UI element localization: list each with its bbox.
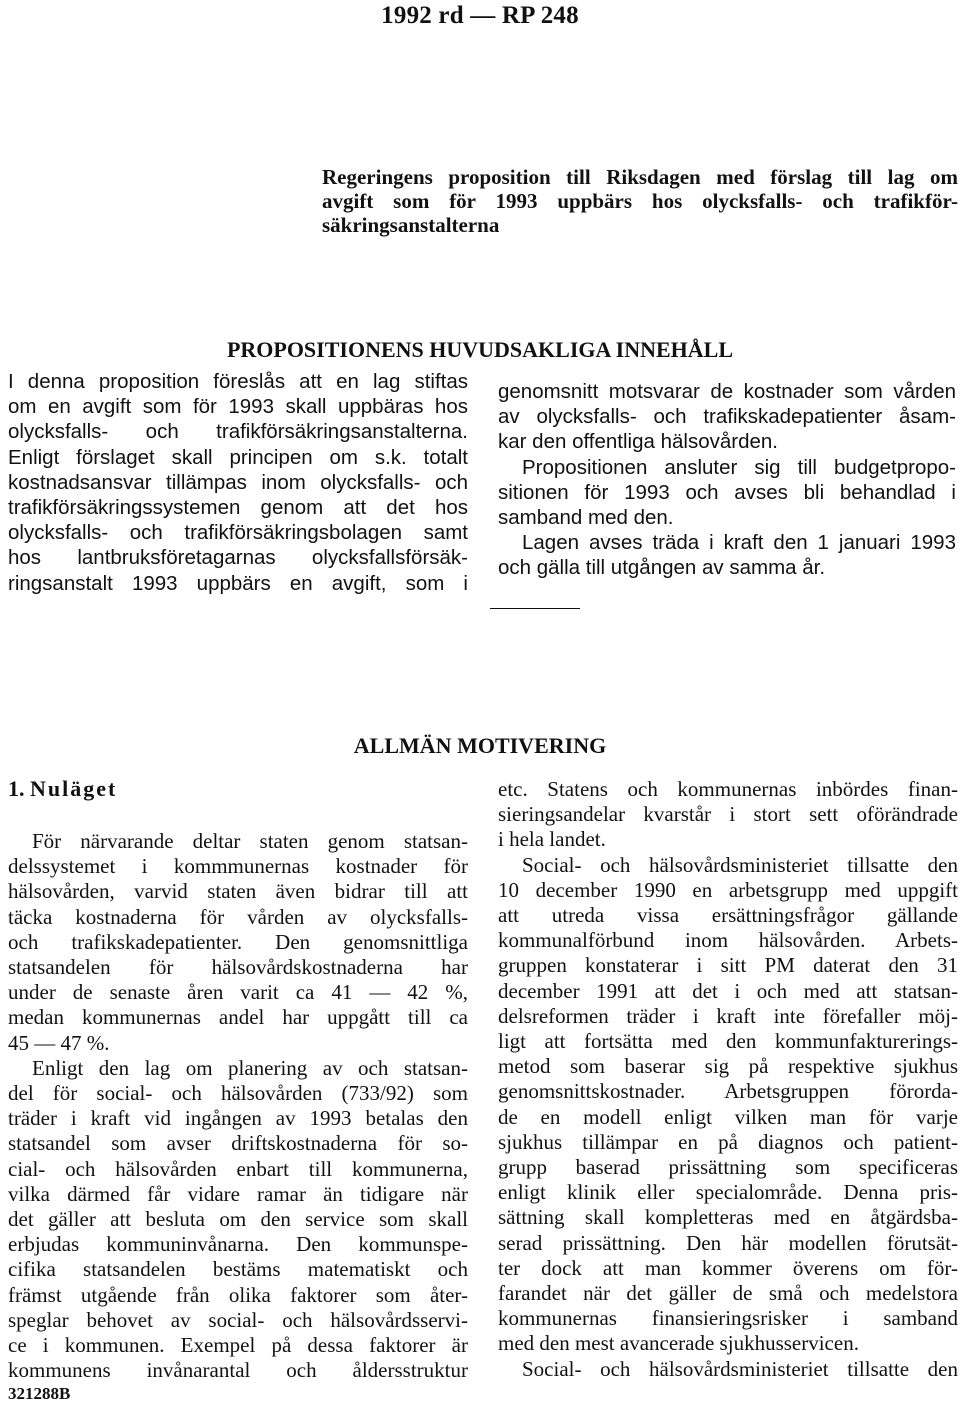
text-line: erbjudas kommuninvånarna. Den kommunspe- — [8, 1232, 468, 1257]
text-line: sieringsandelar kvarstår i stort sett oförändrade — [498, 802, 958, 827]
text-line: Enligt förslaget skall principen om s.k. totalt — [8, 445, 468, 469]
text-line: statsandelen för hälsovårdskostnaderna har — [8, 955, 468, 980]
text-line: grupp baserad prissättning som specificeras — [498, 1155, 958, 1180]
document-code: 321288B — [8, 1384, 71, 1403]
summary-right-column — [498, 379, 956, 581]
text-line: statsandel som avser driftskostnaderna för so- — [8, 1131, 468, 1156]
text-line: enligt klinik eller specialområde. Denna pris- — [498, 1180, 958, 1205]
text-line: ligt att fortsätta med den kommunfakturerings- — [498, 1029, 958, 1054]
text-line: sitionen för 1993 och avses bli behandlad i — [498, 480, 956, 504]
text-line: kommunernas finansieringsrisker i samband — [498, 1306, 958, 1331]
motivering-heading: ALLMÄN MOTIVERING — [353, 733, 607, 758]
text-line: genomsnittskostnader. Arbetsgruppen förorda- — [498, 1079, 958, 1104]
summary-left-column — [8, 369, 468, 596]
text-line: ce i kommunen. Exempel på dessa faktorer är — [8, 1333, 468, 1358]
document-title — [322, 165, 958, 237]
section-subheading — [8, 776, 117, 802]
text-line: cifika statsandelen bestäms matematiskt och — [8, 1257, 468, 1282]
text-line: hos lantbruksföretagarnas olycksfallsförsäk- — [8, 546, 468, 570]
text-line: cial- och hälsovården enbart till kommunerna, — [8, 1156, 468, 1181]
text-line: täcka kostnaderna för vården av olycksfalls- — [8, 904, 468, 929]
section-divider — [490, 608, 580, 609]
text-line: hälsovården, varvid staten även bidrar till att — [8, 879, 468, 904]
text-line: samband med den. — [498, 506, 674, 530]
text-line: delsreformen träder i kraft inte förefaller möj- — [498, 1003, 958, 1028]
text-line: av olycksfalls- och trafikskadepatienter åsam- — [498, 405, 956, 429]
text-line: del för social- och hälsovården (733/92) som — [8, 1081, 468, 1106]
section-title: Nuläget — [30, 776, 118, 801]
text-line: Propositionen ansluter sig till budgetpropo- — [522, 455, 956, 479]
page-header: 1992 rd — RP 248 — [381, 2, 579, 29]
text-line: farandet när det gäller de små och medelstora — [498, 1281, 958, 1306]
text-line: med den mest avancerade sjukhusservicen. — [498, 1331, 859, 1356]
text-line: medan kommunernas andel har uppgått till ca — [8, 1005, 468, 1030]
text-line: de en modell enligt vilken man för varje — [498, 1104, 958, 1129]
title-line: avgift som för 1993 uppbärs hos olycksfalls- och trafikför- — [322, 189, 958, 213]
text-line: kostnadsansvar tillämpas inom olycksfalls- och — [8, 470, 468, 494]
text-line: 45 — 47 %. — [8, 1030, 110, 1055]
text-line: vilka därmed får vidare ramar än tidigare när — [8, 1181, 468, 1206]
text-line: under de senaste åren varit ca 41 — 42 %, — [8, 980, 468, 1005]
text-line: sättning skall kompletteras med en åtgärdsba- — [498, 1205, 958, 1230]
text-line: december 1991 att det i och med att statsan- — [498, 978, 958, 1003]
text-line: Social- och hälsovårdsministeriet tillsatte den — [522, 1356, 958, 1381]
text-line: att utreda vissa ersättningsfrågor gällande — [498, 903, 958, 928]
body-right-column — [498, 777, 958, 1382]
text-line: kar den offentliga hälsovården. — [498, 430, 778, 454]
summary-heading: PROPOSITIONENS HUVUDSAKLIGA INNEHÅLL — [226, 337, 734, 362]
text-line: träder i kraft vid ingången av 1993 betalas den — [8, 1106, 468, 1131]
title-line: säkringsanstalterna — [322, 213, 500, 237]
text-line: kommunalförbund inom hälsovården. Arbets- — [498, 928, 958, 953]
body-left-column — [8, 829, 468, 1383]
text-line: sjukhus tillämpar en på diagnos och patient- — [498, 1129, 958, 1154]
text-line: främst utgående från olika faktorer som åter- — [8, 1282, 468, 1307]
text-line: och trafikskadepatienter. Den genomsnittliga — [8, 929, 468, 954]
text-line: etc. Statens och kommunernas inbördes finan- — [498, 777, 958, 801]
text-line: genomsnitt motsvarar de kostnader som vården — [498, 380, 956, 403]
text-line: delssystemet i kommmunernas kostnader för — [8, 854, 468, 879]
text-line: i hela landet. — [498, 827, 606, 852]
text-line: metod som baserar sig på respektive sjukhus — [498, 1054, 958, 1079]
text-line: olycksfalls- och trafikförsäkringsbolagen samt — [8, 521, 468, 545]
title-line: Regeringens proposition till Riksdagen med förslag till lag om — [322, 165, 958, 189]
text-line: speglar behovet av social- och hälsovårdsservi- — [8, 1307, 468, 1332]
text-line: det gäller att besluta om den service som skall — [8, 1207, 468, 1232]
text-line: och gälla till utgången av samma år. — [498, 556, 826, 580]
text-line: olycksfalls- och trafikförsäkringsanstalterna. — [8, 420, 468, 444]
text-line: ringsanstalt 1993 uppbärs en avgift, som i — [8, 571, 468, 595]
text-line: serad prissättning. Den här modellen förutsät- — [498, 1230, 958, 1255]
text-line: Social- och hälsovårdsministeriet tillsatte den — [522, 852, 958, 877]
text-line: om en avgift som för 1993 skall uppbäras hos — [8, 395, 468, 419]
text-line: Enligt den lag om planering av och statsan- — [32, 1055, 468, 1080]
section-number: 1. — [8, 776, 25, 801]
text-line: kommunens invånarantal och åldersstruktur — [8, 1358, 468, 1383]
text-line: Lagen avses träda i kraft den 1 januari 1993 — [522, 531, 956, 555]
text-line: För närvarande deltar staten genom statsan- — [32, 829, 468, 853]
text-line: gruppen konstaterar i sitt PM daterat den 31 — [498, 953, 958, 978]
text-line: ter dock att man kommer överens om för- — [498, 1255, 958, 1280]
text-line: 10 december 1990 en arbetsgrupp med uppgift — [498, 877, 958, 902]
text-line: I denna proposition föreslås att en lag stiftas — [8, 370, 468, 393]
text-line: trafikförsäkringssystemen genom att det hos — [8, 496, 468, 520]
